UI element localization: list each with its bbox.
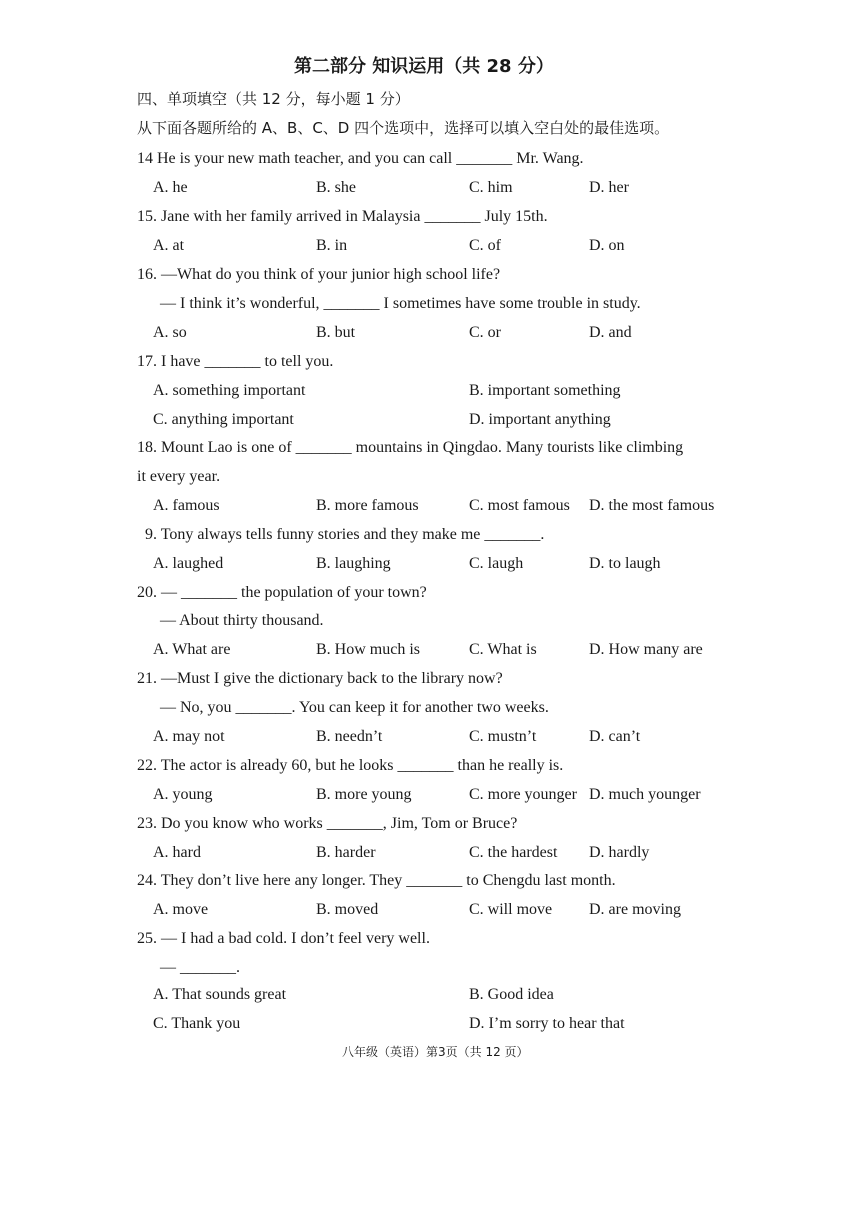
option-a[interactable]: A. laughed bbox=[153, 555, 224, 572]
question-stem-line: — No, you _______. You can keep it for another two weeks. bbox=[160, 699, 549, 716]
option-d[interactable]: D. How many are bbox=[589, 641, 703, 658]
option-d[interactable]: D. to laugh bbox=[589, 555, 661, 572]
option-a[interactable]: A. may not bbox=[153, 728, 225, 745]
option-b[interactable]: B. How much is bbox=[316, 641, 420, 658]
question-stem: 16. —What do you think of your junior high school life? bbox=[137, 266, 501, 283]
option-c[interactable]: C. the hardest bbox=[469, 844, 558, 861]
option-b[interactable]: B. she bbox=[316, 179, 356, 196]
option-a[interactable]: A. hard bbox=[153, 844, 201, 861]
option-a[interactable]: A. famous bbox=[153, 497, 220, 514]
option-d[interactable]: D. on bbox=[589, 237, 625, 254]
instructions: 从下面各题所给的 A、B、C、D 四个选项中，选择可以填入空白处的最佳选项。 bbox=[137, 119, 670, 137]
option-a[interactable]: A. That sounds great bbox=[153, 986, 287, 1003]
option-a[interactable]: A. he bbox=[153, 179, 188, 196]
option-d[interactable]: D. much younger bbox=[589, 786, 701, 803]
option-a[interactable]: A. something important bbox=[153, 382, 306, 399]
question-stem: 15. Jane with her family arrived in Malaysia _______ July 15th. bbox=[137, 208, 548, 225]
option-b[interactable]: B. more young bbox=[316, 786, 412, 803]
question-stem-line: — About thirty thousand. bbox=[160, 612, 324, 629]
question-stem: 25. — I had a bad cold. I don’t feel very well. bbox=[137, 930, 430, 947]
page-footer: 八年级（英语）第3页（共 12 页） bbox=[342, 1045, 529, 1059]
option-a[interactable]: A. so bbox=[153, 324, 187, 341]
option-c[interactable]: C. him bbox=[469, 179, 513, 196]
question-stem: 18. Mount Lao is one of _______ mountains in Qingdao. Many tourists like climbing bbox=[137, 439, 684, 456]
option-c[interactable]: C. anything important bbox=[153, 411, 294, 428]
option-c[interactable]: C. or bbox=[469, 324, 501, 341]
option-b[interactable]: B. but bbox=[316, 324, 356, 341]
option-c[interactable]: C. Thank you bbox=[153, 1015, 241, 1032]
option-b[interactable]: B. moved bbox=[316, 901, 379, 918]
option-d[interactable]: D. are moving bbox=[589, 901, 681, 918]
question-stem: 9. Tony always tells funny stories and they make me _______. bbox=[145, 526, 545, 543]
option-d[interactable]: D. I’m sorry to hear that bbox=[469, 1015, 625, 1032]
option-b[interactable]: B. laughing bbox=[316, 555, 391, 572]
question-stem: 14 He is your new math teacher, and you can call _______ Mr. Wang. bbox=[137, 150, 584, 167]
option-d[interactable]: D. her bbox=[589, 179, 629, 196]
option-c[interactable]: C. of bbox=[469, 237, 501, 254]
option-b[interactable]: B. Good idea bbox=[469, 986, 554, 1003]
option-c[interactable]: C. What is bbox=[469, 641, 537, 658]
option-d[interactable]: D. hardly bbox=[589, 844, 650, 861]
option-c[interactable]: C. mustn’t bbox=[469, 728, 537, 745]
option-c[interactable]: C. will move bbox=[469, 901, 553, 918]
section-heading: 四、单项填空（共 12 分，每小题 1 分） bbox=[137, 90, 410, 108]
question-stem: 22. The actor is already 60, but he looks _______ than he really is. bbox=[137, 757, 564, 774]
option-c[interactable]: C. more younger bbox=[469, 786, 577, 803]
question-stem-line: — I think it’s wonderful, _______ I sometimes have some trouble in study. bbox=[160, 295, 641, 312]
question-stem: 17. I have _______ to tell you. bbox=[137, 353, 334, 370]
option-c[interactable]: C. laugh bbox=[469, 555, 524, 572]
option-a[interactable]: A. What are bbox=[153, 641, 231, 658]
part-title: 第二部分 知识运用（共 28 分） bbox=[294, 56, 554, 77]
question-stem: 21. —Must I give the dictionary back to the library now? bbox=[137, 670, 503, 687]
option-a[interactable]: A. young bbox=[153, 786, 213, 803]
option-b[interactable]: B. needn’t bbox=[316, 728, 383, 745]
question-stem-line: it every year. bbox=[137, 468, 221, 485]
option-d[interactable]: D. the most famous bbox=[589, 497, 715, 514]
option-b[interactable]: B. harder bbox=[316, 844, 376, 861]
option-b[interactable]: B. in bbox=[316, 237, 348, 254]
option-d[interactable]: D. can’t bbox=[589, 728, 641, 745]
question-stem: 20. — _______ the population of your town? bbox=[137, 584, 427, 601]
option-b[interactable]: B. more famous bbox=[316, 497, 419, 514]
option-d[interactable]: D. and bbox=[589, 324, 632, 341]
option-a[interactable]: A. move bbox=[153, 901, 209, 918]
question-stem: 23. Do you know who works _______, Jim, Tom or Bruce? bbox=[137, 815, 518, 832]
option-b[interactable]: B. important something bbox=[469, 382, 621, 399]
question-stem-line: — _______. bbox=[160, 959, 240, 976]
question-stem: 24. They don’t live here any longer. They _______ to Chengdu last month. bbox=[137, 872, 616, 889]
option-a[interactable]: A. at bbox=[153, 237, 185, 254]
option-d[interactable]: D. important anything bbox=[469, 411, 611, 428]
option-c[interactable]: C. most famous bbox=[469, 497, 570, 514]
